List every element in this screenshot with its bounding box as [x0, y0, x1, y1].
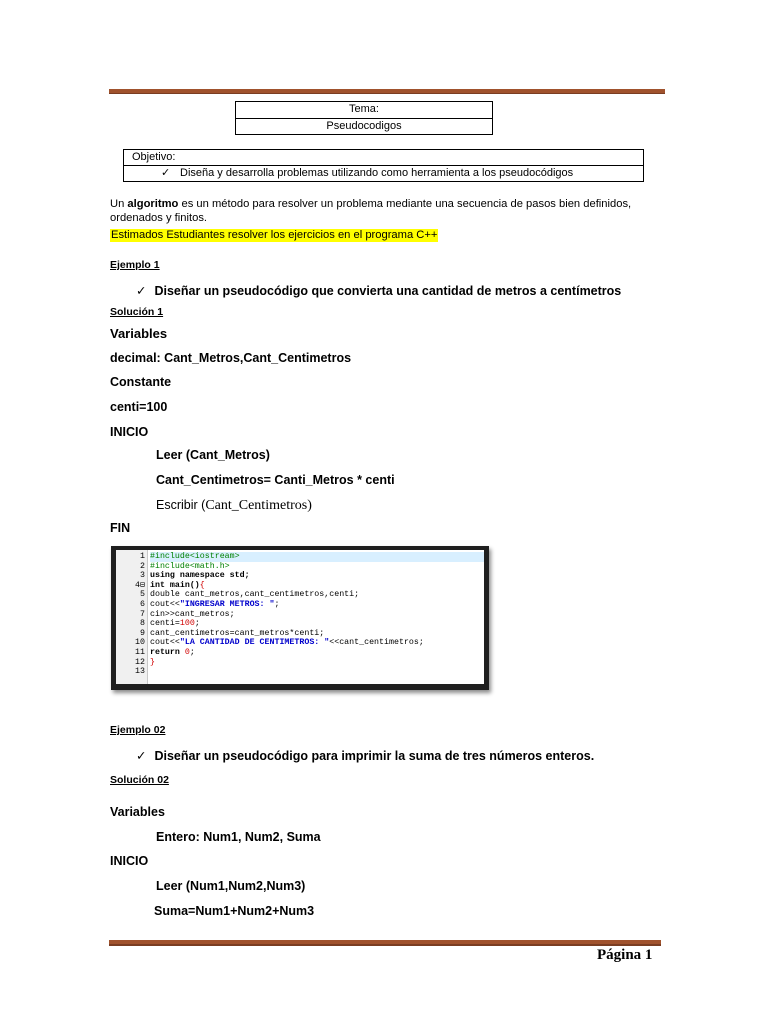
line-number: 9: [140, 628, 145, 638]
highlighted-instruction: Estimados Estudiantes resolver los ejercicios en el programa C++: [111, 229, 438, 241]
intro-prefix: Un: [110, 198, 128, 210]
code-token: double cant_metros,cant_centimetros,centi;: [150, 590, 360, 600]
code-line: [150, 571, 484, 581]
line-number: 3: [140, 571, 145, 581]
suma-statement: Suma=Num1+Num2+Num3: [154, 904, 315, 918]
ejemplo2-heading: Ejemplo 02: [110, 724, 166, 736]
ejemplo1-statement-text: Diseñar un pseudocódigo que convierta una cantidad de metros a centímetros: [154, 284, 622, 298]
leer-statement: Leer (Cant_Metros): [156, 448, 270, 462]
tema-table: [235, 101, 493, 135]
ejemplo1-statement: [136, 283, 621, 298]
code-token: cin>>cant_metros;: [150, 609, 235, 619]
ejemplo2-statement: [136, 748, 594, 763]
code-token: 100: [179, 619, 195, 629]
code-token: using namespace std;: [150, 571, 250, 581]
escribir-statement: [156, 498, 312, 514]
code-token: cout<<: [150, 599, 180, 609]
code-line: [150, 658, 484, 668]
variables-declaration: decimal: Cant_Metros,Cant_Centimetros: [110, 351, 352, 365]
code-editor: [116, 550, 484, 684]
objetivo-label: Objetivo:: [132, 151, 176, 163]
intro-paragraph: [110, 197, 670, 225]
fin-label: FIN: [110, 521, 131, 535]
code-line: [150, 648, 484, 658]
objetivo-row: [124, 165, 643, 181]
line-number: 2: [140, 561, 145, 571]
code-token: "LA CANTIDAD DE CENTIMETROS: ": [179, 638, 330, 648]
line-number: 6: [140, 599, 145, 609]
escribir-arg: Cant_Centimetros): [205, 498, 312, 513]
code-line: [150, 581, 484, 591]
constante-label: Constante: [110, 375, 172, 389]
code-line: [150, 590, 484, 600]
checkmark-icon: ✓: [161, 167, 171, 179]
objetivo-table: [123, 149, 644, 182]
code-line: [150, 610, 484, 620]
code-body: [148, 550, 484, 684]
line-number: 4⊟: [135, 580, 145, 590]
intro-bold-word: algoritmo: [127, 198, 179, 210]
code-line: [150, 562, 484, 572]
constante-value: centi=100: [110, 400, 168, 414]
leer2-statement: Leer (Num1,Num2,Num3): [156, 879, 306, 893]
code-token: cout<<: [150, 638, 180, 648]
code-token: return: [150, 647, 185, 657]
checkmark-icon: ✓: [136, 749, 147, 763]
calc-statement: Cant_Centimetros= Canti_Metros * centi: [156, 473, 395, 487]
variables-label: Variables: [110, 326, 168, 341]
objetivo-text: Diseña y desarrolla problemas utilizando como herramienta a los pseudocódigos: [180, 167, 574, 179]
code-token: "INGRESAR METROS: ": [179, 599, 275, 609]
code-token: ;: [274, 599, 280, 609]
line-number: 7: [140, 609, 145, 619]
top-divider: [109, 89, 665, 93]
escribir-label: Escribir (: [156, 498, 206, 512]
code-token: {: [199, 580, 205, 590]
code-token: ;: [189, 647, 195, 657]
variables2-declaration: Entero: Num1, Num2, Suma: [156, 830, 321, 844]
code-line: [150, 638, 484, 648]
checkmark-icon: ✓: [136, 284, 147, 298]
code-token: int main(): [150, 580, 200, 590]
code-token: cant_centimetros=cant_metros*centi;: [150, 628, 325, 638]
line-number: 10: [135, 638, 145, 648]
code-token: }: [150, 657, 155, 667]
code-screenshot: [111, 546, 489, 690]
ejemplo1-heading: Ejemplo 1: [110, 259, 160, 271]
line-number: 8: [140, 619, 145, 629]
code-token: #include<math.h>: [150, 561, 230, 571]
code-token: #include<iostream>: [150, 552, 240, 561]
bottom-divider: [109, 940, 661, 944]
ejemplo2-statement-text: Diseñar un pseudocódigo para imprimir la suma de tres números enteros.: [154, 749, 595, 763]
code-token: 0: [184, 647, 190, 657]
code-line: [150, 619, 484, 629]
line-number: 13: [135, 667, 145, 677]
bottom-divider-thin: [109, 945, 661, 946]
solucion2-heading: Solución 02: [110, 774, 169, 786]
code-line: [150, 629, 484, 639]
tema-label: Tema:: [349, 103, 379, 115]
line-number-gutter: [116, 550, 148, 684]
variables2-label: Variables: [110, 805, 165, 819]
code-token: ;: [194, 619, 200, 629]
line-number: 11: [135, 647, 145, 657]
line-number: 1: [140, 552, 145, 561]
code-line: [150, 600, 484, 610]
line-number: 5: [140, 590, 145, 600]
page-number: Página 1: [597, 947, 653, 963]
line-number: 12: [135, 657, 145, 667]
inicio2-label: INICIO: [110, 854, 149, 868]
code-token: <<cant_centimetros;: [329, 638, 424, 648]
solucion1-heading: Solución 1: [110, 306, 164, 318]
inicio-label: INICIO: [110, 425, 149, 439]
tema-value: Pseudocodigos: [236, 118, 492, 134]
code-token: centi=: [150, 619, 180, 629]
intro-rest: es un método para resolver un problema mediante una secuencia de pasos bien definidos, ordenados y finitos.: [110, 198, 632, 224]
code-line: [150, 552, 484, 562]
code-line: [150, 667, 484, 677]
